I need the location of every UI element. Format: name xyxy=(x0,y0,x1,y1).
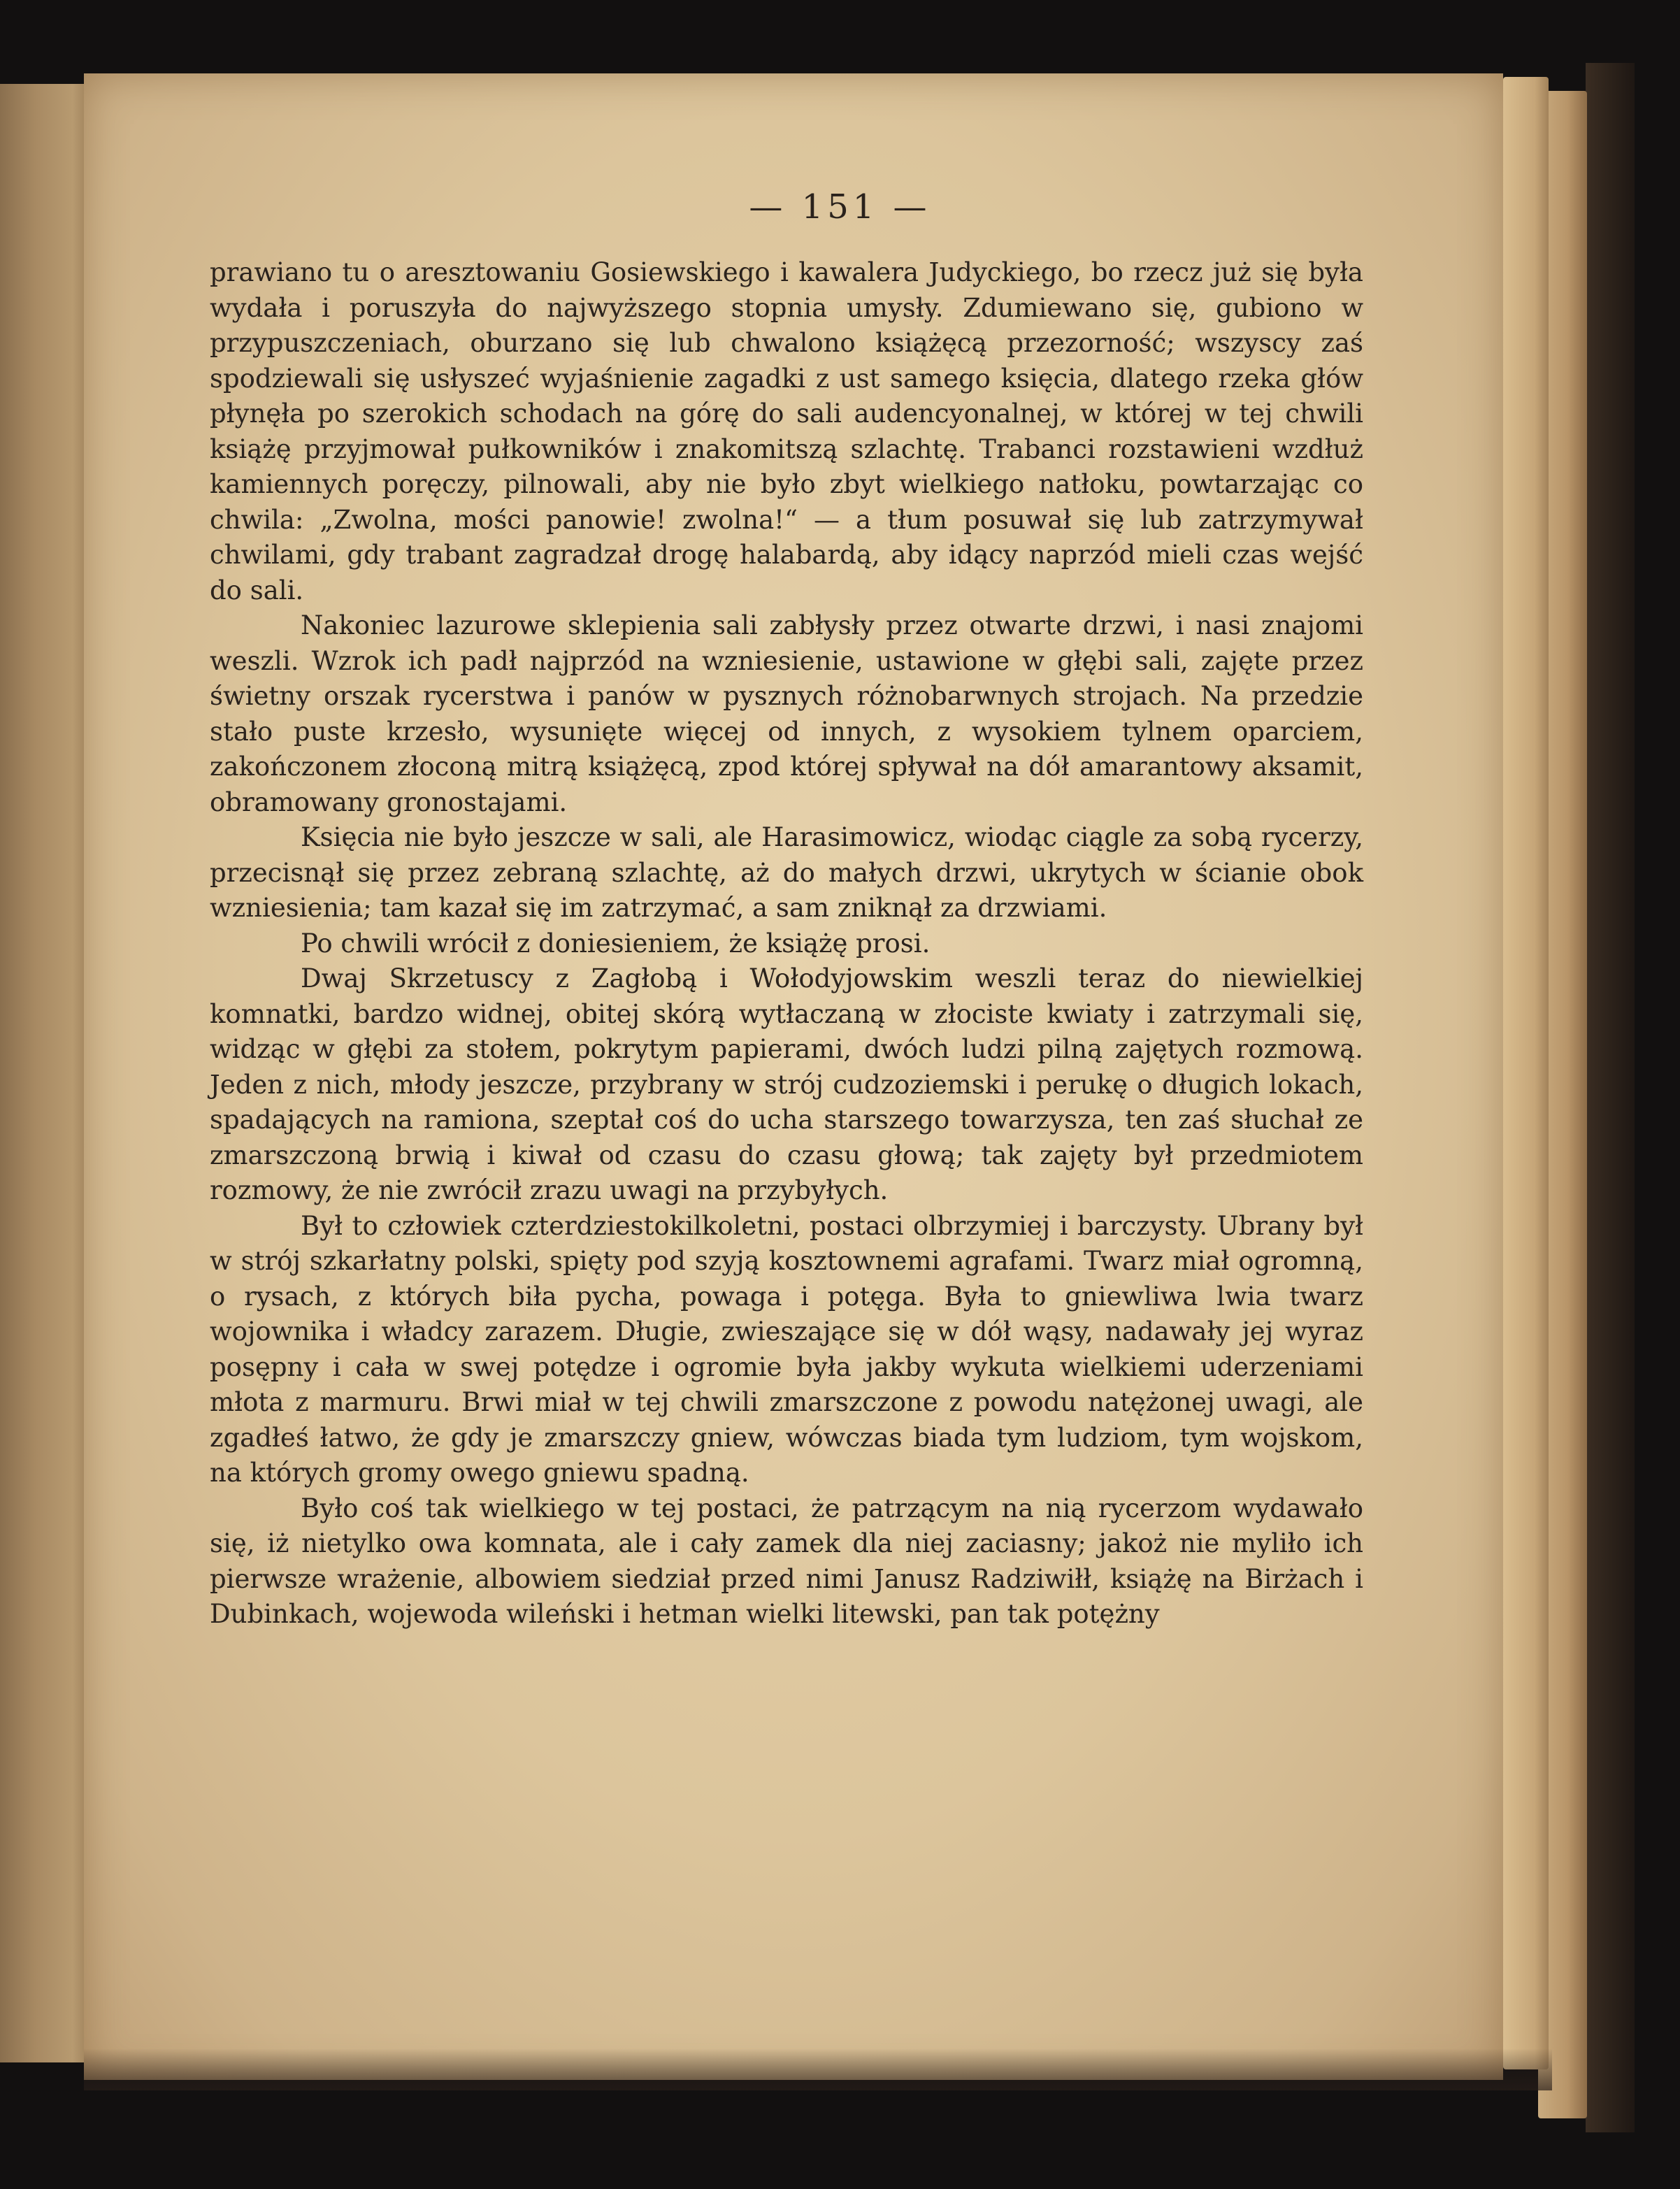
paragraph: prawiano tu o aresztowaniu Gosiewskiego i kawalera Judyckiego, bo rzecz już się była wydała i poruszyła do najwyższego stopnia umysły. Zdumiewano się, gubiono w przypuszczeniach, oburzano się lub chwalono książęcą przezorność; wszyscy zaś spodziewali się usłyszeć wyjaśnienie zagadki z ust samego księcia, dlatego rzeka głów płynęła po szerokich schodach na górę do sali audencyonalnej, w której w tej chwili książę przyjmował pułkowników i znakomitszą szlachtę. Trabanci rozstawieni wzdłuż kamiennych poręczy, pilnowali, aby nie było zbyt wielkiego natłoku, powtarzając co chwila: „Zwolna, mości panowie! zwolna!“ — a tłum posuwał się lub zatrzymywał chwilami, gdy trabant zagradzał drogę halabardą, aby idący naprzód mieli czas wejść do sali. xyxy=(210,257,1363,605)
page-number: — 151 — xyxy=(749,187,931,227)
page-text xyxy=(210,255,1363,1632)
paragraph: Nakoniec lazurowe sklepienia sali zabłysły przez otwarte drzwi, i nasi znajomi weszli. Wzrok ich padł najprzód na wzniesienie, ustawione w głębi sali, zajęte przez świetny orszak rycerstwa i panów w pysznych różnobarwnych strojach. Na przedzie stało puste krzesło, wysunięte więcej od innych, z wysokiem tylnem oparciem, zakończonem złoconą mitrą książęcą, zpod której spływał na dół amarantowy aksamit, obramowany gronostajami. xyxy=(210,610,1363,817)
paragraph: Było coś tak wielkiego w tej postaci, że patrzącym na nią rycerzom wydawało się, iż nietylko owa komnata, ale i cały zamek dla niej zaciasny; jakoż nie myliło ich pierwsze wrażenie, albowiem siedział przed nimi Janusz Radziwiłł, książę na Birżach i Dubinkach, wojewoda wileński i hetman wielki litewski, pan tak potężny xyxy=(210,1493,1363,1629)
paragraph: Dwaj Skrzetuscy z Zagłobą i Wołodyjowskim weszli teraz do niewielkiej komnatki, bardzo widnej, obitej skórą wytłaczaną w złociste kwiaty i zatrzymali się, widząc w głębi za stołem, pokrytym papierami, dwóch ludzi pilną zajętych rozmową. Jeden z nich, młody jeszcze, przybrany w strój cudzoziemski i perukę o długich lokach, spadających na ramiona, szeptał coś do ucha starszego towarzysza, ten zaś słuchał ze zmarszczoną brwią i kiwał od czasu do czasu głową; tak zajęty był przedmiotem rozmowy, że nie zwrócił zrazu uwagi na przybyłych. xyxy=(210,963,1363,1205)
paragraph: Po chwili wrócił z doniesieniem, że książę prosi. xyxy=(301,928,931,959)
page-edges-front xyxy=(1503,77,1549,2069)
book-cover-edge xyxy=(1586,63,1635,2132)
paragraph: Był to człowiek czterdziestokilkoletni, postaci olbrzymiej i barczysty. Ubrany był w strój szkarłatny polski, spięty pod szyją kosztownemi agrafami. Twarz miał ogromną, o rysach, z których biła pycha, powaga i potęga. Była to gniewliwa lwia twarz wojownika i władcy zarazem. Długie, zwieszające się w dół wąsy, nadawały jej wyraz posępny i cała w swej potędze i ogromie była jakby wykuta wielkiemi uderzeniami młota z marmuru. Brwi miał w tej chwili zmarszczone z powodu natężonej uwagi, ale zgadłeś łatwo, że gdy je zmarszczy gniew, wówczas biada tym ludziom, tym wojskom, na których gromy owego gniewu spadną. xyxy=(210,1210,1363,1488)
left-facing-page-edge xyxy=(0,84,91,2062)
paragraph: Księcia nie było jeszcze w sali, ale Harasimowicz, wiodąc ciągle za sobą rycerzy, przecisnął się przez zebraną szlachtę, aż do małych drzwi, ukrytych w ścianie obok wzniesienia; tam kazał się im zatrzymać, a sam zniknął za drzwiami. xyxy=(210,822,1363,923)
page-shadow xyxy=(84,2048,1552,2090)
